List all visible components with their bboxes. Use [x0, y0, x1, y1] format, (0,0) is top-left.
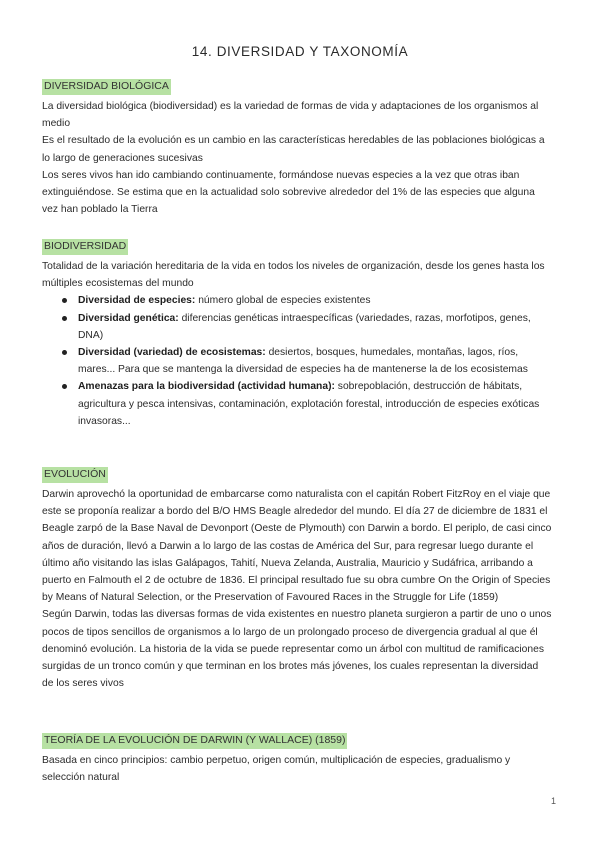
paragraph: La diversidad biológica (biodiversidad) es la variedad de formas de vida y adaptaciones de los organismos al medio: [42, 101, 539, 130]
bullet-icon: [62, 384, 67, 389]
bullet-text: sobrepoblación, destrucción de hábitats, agricultura y pesca intensivas, contaminación, explotación forestal, introducción de especies exóticas invasoras...: [78, 381, 540, 427]
paragraph: Los seres vivos han ido cambiando continuamente, formándose nuevas especies a la vez que otras iban extinguiéndose. Se estima que en la actualidad solo sobrevive alrededor del 1% de las especies que alguna vez han poblado la Tierra: [42, 169, 535, 216]
list-item: [62, 344, 552, 378]
list-item: [62, 310, 552, 344]
section-heading: BIODIVERSIDAD: [42, 239, 128, 255]
section-teoria-evolucion: [42, 730, 552, 786]
paragraph: Es el resultado de la evolución es un cambio en las características heredables de las poblaciones biológicas a lo largo de generaciones sucesivas: [42, 135, 545, 164]
bullet-term: Diversidad (variedad) de ecosistemas:: [78, 347, 266, 359]
bullet-text: desiertos, bosques, humedales, montañas, lagos, ríos, mares... Para que se mantenga la diversidad de especies ha de mantenerse la de los ecosistemas: [78, 347, 528, 376]
bullet-text: número global de especies existentes: [195, 295, 371, 307]
paragraph: Basada en cinco principios: cambio perpetuo, origen común, multiplicación de especies, gradualismo y selección natural: [42, 755, 511, 784]
section-heading: TEORÍA DE LA EVOLUCIÓN DE DARWIN (Y WALLACE) (1859): [42, 733, 347, 749]
paragraph: Darwin aprovechó la oportunidad de embarcarse como naturalista con el capitán Robert FitzRoy en el viaje que este se proponía realizar a bordo del B/O HMS Beagle alrededor del mundo. El día 27 de diciembre de 1831 el Beagle zarpó de la Base Naval de Devonport (Oeste de Plymouth) con Darwin a bordo. El periplo, de casi cinco años de duración, llevó a Darwin a lo largo de las costas de América del Sur, para regresar luego durante el último año visitando las islas Galápagos, Tahití, Nueva Zelanda, Australia, Mauricio y Sudáfrica, arribando a puerto en Falmouth el 2 de octubre de 1836. El principal resultado fue su obra cumbre On the Origin of Species by Means of Natural Selection, or the Preservation of Favoured Races in the Struggle for Life (1859): [42, 489, 552, 604]
section-diversidad-biologica: [42, 76, 552, 218]
section-heading: EVOLUCIÓN: [42, 467, 108, 483]
section-biodiversidad: [42, 236, 552, 430]
bullet-icon: [62, 350, 67, 355]
bullet-icon: [62, 316, 67, 321]
paragraph: Totalidad de la variación hereditaria de la vida en todos los niveles de organización, desde los genes hasta los múltiples ecosistemas del mundo: [42, 261, 545, 290]
bullet-icon: [62, 298, 67, 303]
page-title: 14. DIVERSIDAD Y TAXONOMÍA: [191, 44, 409, 59]
bullet-term: Diversidad de especies:: [78, 295, 196, 307]
bullet-term: Diversidad genética:: [78, 312, 179, 324]
section-heading: DIVERSIDAD BIOLÓGICA: [42, 79, 171, 95]
page-number: 1: [550, 796, 556, 806]
section-evolucion: [42, 464, 552, 692]
paragraph: Según Darwin, todas las diversas formas de vida existentes en nuestro planeta surgieron a partir de uno o unos pocos de tipos sencillos de organismos a lo largo de un prolongado proceso de divergencia gradual al que él denominó evolución. La historia de la vida se puede representar como un árbol con multitud de ramificaciones surgidas de un tronco común y que terminan en los brotes más jóvenes, los cuales representan la diversidad de los seres vivos: [42, 609, 552, 690]
list-item: [62, 292, 552, 309]
bullet-list: [42, 292, 552, 430]
list-item: [62, 378, 552, 430]
bullet-text: diferencias genéticas intraespecíficas (variedades, razas, morfotipos, genes, DNA): [78, 312, 531, 341]
bullet-term: Amenazas para la biodiversidad (actividad humana):: [78, 381, 335, 393]
